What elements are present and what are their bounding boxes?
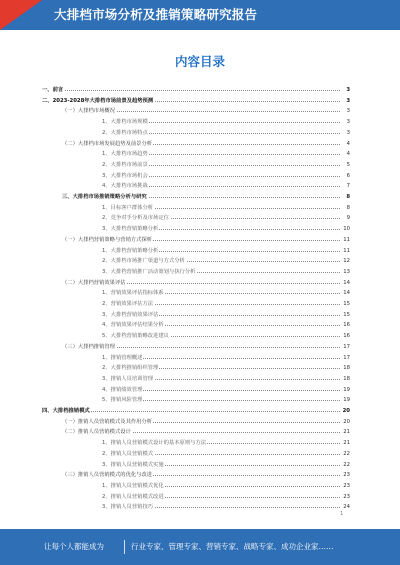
toc-entry-page: 22	[340, 450, 350, 458]
report-header	[0, 0, 400, 30]
toc-entry-label: 四、大排档推销模式	[42, 408, 90, 414]
toc-entry-page: 20	[340, 407, 350, 415]
toc-entry[interactable]	[0, 354, 400, 362]
toc-entry-label: 5、推销风险管理	[102, 397, 143, 404]
toc-entry-page: 18	[340, 375, 350, 383]
footer-divider	[124, 540, 125, 554]
toc-entry-page: 19	[340, 396, 350, 404]
toc-entry-page: 3	[340, 107, 350, 115]
toc-entry-label: 3、推销人员培训管理	[102, 375, 154, 382]
toc-entry-label: （二）推销人员营销模式设计	[62, 429, 131, 436]
toc-entry[interactable]	[0, 182, 400, 190]
toc-entry-page: 20	[340, 418, 350, 426]
toc-entry-label: 2、推销人员营销模式改进	[102, 493, 164, 500]
toc-entry[interactable]	[0, 86, 400, 94]
toc-entry-label: 4、大排档市场挑战	[102, 183, 148, 190]
toc-entry[interactable]	[0, 150, 400, 158]
toc-entry[interactable]	[0, 300, 400, 308]
toc-entry[interactable]	[0, 461, 400, 469]
toc-entry-label: （三）推销人员营销模式的优化与改进	[62, 472, 153, 479]
toc-entry-label: （一）推销人员营销模式及其作用分析	[62, 418, 153, 425]
toc-entry[interactable]	[0, 439, 400, 447]
toc-entry-page: 13	[340, 268, 350, 276]
toc-entry-label: 2、大排档推销组织管理	[102, 365, 159, 372]
toc-entry-page: 15	[340, 311, 350, 319]
toc-entry[interactable]	[0, 97, 400, 105]
toc-entry-label: 1、推销人员营销模式设计的基本原则与方法	[102, 440, 207, 447]
report-title: 大排档市场分析及推销策略研究报告	[54, 7, 258, 22]
toc-entry-label: 3、大排档营销效果评估	[102, 311, 159, 318]
toc-entry-page: 8	[340, 193, 350, 201]
toc-entry[interactable]	[0, 193, 400, 201]
toc-entry[interactable]	[0, 289, 400, 297]
toc-entry-label: （二）大排档营销效果评估	[62, 279, 126, 286]
toc-entry[interactable]	[0, 257, 400, 265]
toc-entry[interactable]	[0, 386, 400, 394]
footer-slogan-right: 行业专家、管理专家、营销专家、战略专家、成功企业家……	[131, 542, 334, 551]
toc-entry-label: 1、推销人员营销模式优化	[102, 482, 164, 489]
toc-entry-page: 16	[340, 332, 350, 340]
toc-entry[interactable]	[0, 418, 400, 426]
toc-entry-label: （三）大排档推销管理	[62, 343, 115, 350]
toc-entry-label: 5、大排档营销策略改进建议	[102, 333, 169, 340]
toc-entry-page: 11	[340, 247, 350, 255]
toc-entry-label: 1、营销效果评估指标体系	[102, 290, 164, 297]
toc-entry[interactable]	[0, 140, 400, 148]
toc-entry-label: 4、推销绩效管理	[102, 386, 143, 393]
toc-entry[interactable]	[0, 107, 400, 115]
toc-entry[interactable]	[0, 407, 400, 415]
toc-entry[interactable]	[0, 225, 400, 233]
toc-entry-label: （一）大排档市场概况	[62, 108, 115, 115]
toc-entry[interactable]	[0, 482, 400, 490]
header-accent-shape	[0, 0, 42, 30]
toc-entry-label: 3、大排档营销推广活动策划与执行分析	[102, 268, 196, 275]
toc-entry-label: 1、目标客户群体分析	[102, 204, 154, 211]
toc-entry-label: 1、大排档市场趋势	[102, 151, 148, 158]
toc-entry-page: 17	[340, 343, 350, 351]
toc-entry-label: 1、大排档市场规模	[102, 119, 148, 126]
toc-entry[interactable]	[0, 247, 400, 255]
toc-dot-leader	[42, 90, 342, 91]
toc-entry[interactable]	[0, 450, 400, 458]
toc-entry[interactable]	[0, 493, 400, 501]
toc-entry[interactable]	[0, 375, 400, 383]
toc-entry[interactable]	[0, 214, 400, 222]
toc-entry[interactable]	[0, 129, 400, 137]
toc-entry-label: 2、营销效果评估方法	[102, 301, 154, 307]
table-of-contents	[0, 86, 400, 536]
toc-entry[interactable]	[0, 428, 400, 436]
toc-entry-page: 22	[340, 461, 350, 469]
toc-entry-label: 1、推销管理概述	[102, 354, 143, 361]
toc-entry-label: 1、大排档营销策略分析	[102, 247, 159, 254]
toc-entry-page: 18	[340, 364, 350, 372]
toc-entry-page: 16	[340, 321, 350, 329]
toc-entry-page: 10	[340, 225, 350, 233]
toc-entry[interactable]	[0, 343, 400, 351]
toc-entry-page: 23	[340, 471, 350, 479]
toc-entry-label: 三、大排档市场推销策略分析与研究	[62, 194, 147, 200]
toc-entry-label: 一、前言	[42, 87, 64, 93]
toc-entry-page: 3	[340, 97, 350, 105]
page-number: 1	[340, 511, 344, 517]
toc-entry-page: 11	[340, 236, 350, 244]
toc-entry-page: 23	[340, 493, 350, 501]
toc-entry[interactable]	[0, 396, 400, 404]
toc-entry[interactable]	[0, 364, 400, 372]
toc-entry-page: 23	[340, 482, 350, 490]
toc-entry-label: 2、大排档市场推广渠道与方式分析	[102, 258, 185, 265]
toc-entry-page: 5	[340, 161, 350, 169]
toc-entry-page: 4	[340, 150, 350, 158]
toc-entry-label: 2、大排档市场前景	[102, 161, 148, 168]
toc-entry-label: 二、2023-2028年大排档市场前景及趋势预测	[42, 97, 154, 104]
toc-entry-label: 3、推销人员营销模式实施	[102, 461, 164, 468]
toc-entry[interactable]	[0, 236, 400, 244]
toc-entry-label: 4、营销效果评估结果分析	[102, 322, 164, 329]
footer-slogan-left: 让每个人都能成为	[44, 542, 104, 551]
toc-entry-page: 24	[340, 503, 350, 511]
toc-entry[interactable]	[0, 172, 400, 180]
toc-entry-page: 3	[340, 129, 350, 137]
footer-banner	[0, 529, 400, 565]
toc-entry-page: 14	[340, 279, 350, 287]
toc-entry-label: 3、推销人员营销技巧	[102, 504, 154, 511]
toc-entry[interactable]	[0, 204, 400, 212]
toc-entry-label: 2、竞争对手分析及市场定位	[102, 215, 169, 222]
toc-entry-label: 2、推销人员营销模式	[102, 450, 154, 457]
toc-entry-page: 6	[340, 172, 350, 180]
toc-entry-page: 12	[340, 257, 350, 265]
toc-entry-label: 2、大排档市场特点	[102, 129, 148, 136]
toc-entry-page: 7	[340, 182, 350, 190]
toc-entry-page: 21	[340, 428, 350, 436]
toc-entry[interactable]	[0, 311, 400, 319]
toc-entry-page: 9	[340, 214, 350, 222]
toc-title: 内容目录	[174, 54, 225, 69]
toc-entry-label: （二）大排档市场发展趋势及前景分析	[62, 140, 153, 147]
toc-entry-label: 3、大排档市场机会	[102, 172, 148, 179]
toc-entry[interactable]	[0, 279, 400, 287]
toc-entry-page: 14	[340, 289, 350, 297]
toc-entry-page: 3	[340, 118, 350, 126]
toc-entry[interactable]	[0, 161, 400, 169]
toc-entry-page: 19	[340, 386, 350, 394]
toc-entry[interactable]	[0, 268, 400, 276]
toc-entry-page: 21	[340, 439, 350, 447]
toc-entry[interactable]	[0, 332, 400, 340]
toc-entry[interactable]	[0, 321, 400, 329]
toc-entry-page: 17	[340, 354, 350, 362]
toc-entry-page: 8	[340, 204, 350, 212]
toc-entry[interactable]	[0, 118, 400, 126]
toc-entry-page: 3	[340, 86, 350, 94]
toc-entry[interactable]	[0, 471, 400, 479]
toc-entry-label: 3、大排档营销策略分析	[102, 226, 159, 233]
toc-entry-page: 15	[340, 300, 350, 308]
toc-entry-label: （一）大排档营销策略与营销方式探析	[62, 236, 153, 243]
toc-entry-page: 4	[340, 140, 350, 148]
